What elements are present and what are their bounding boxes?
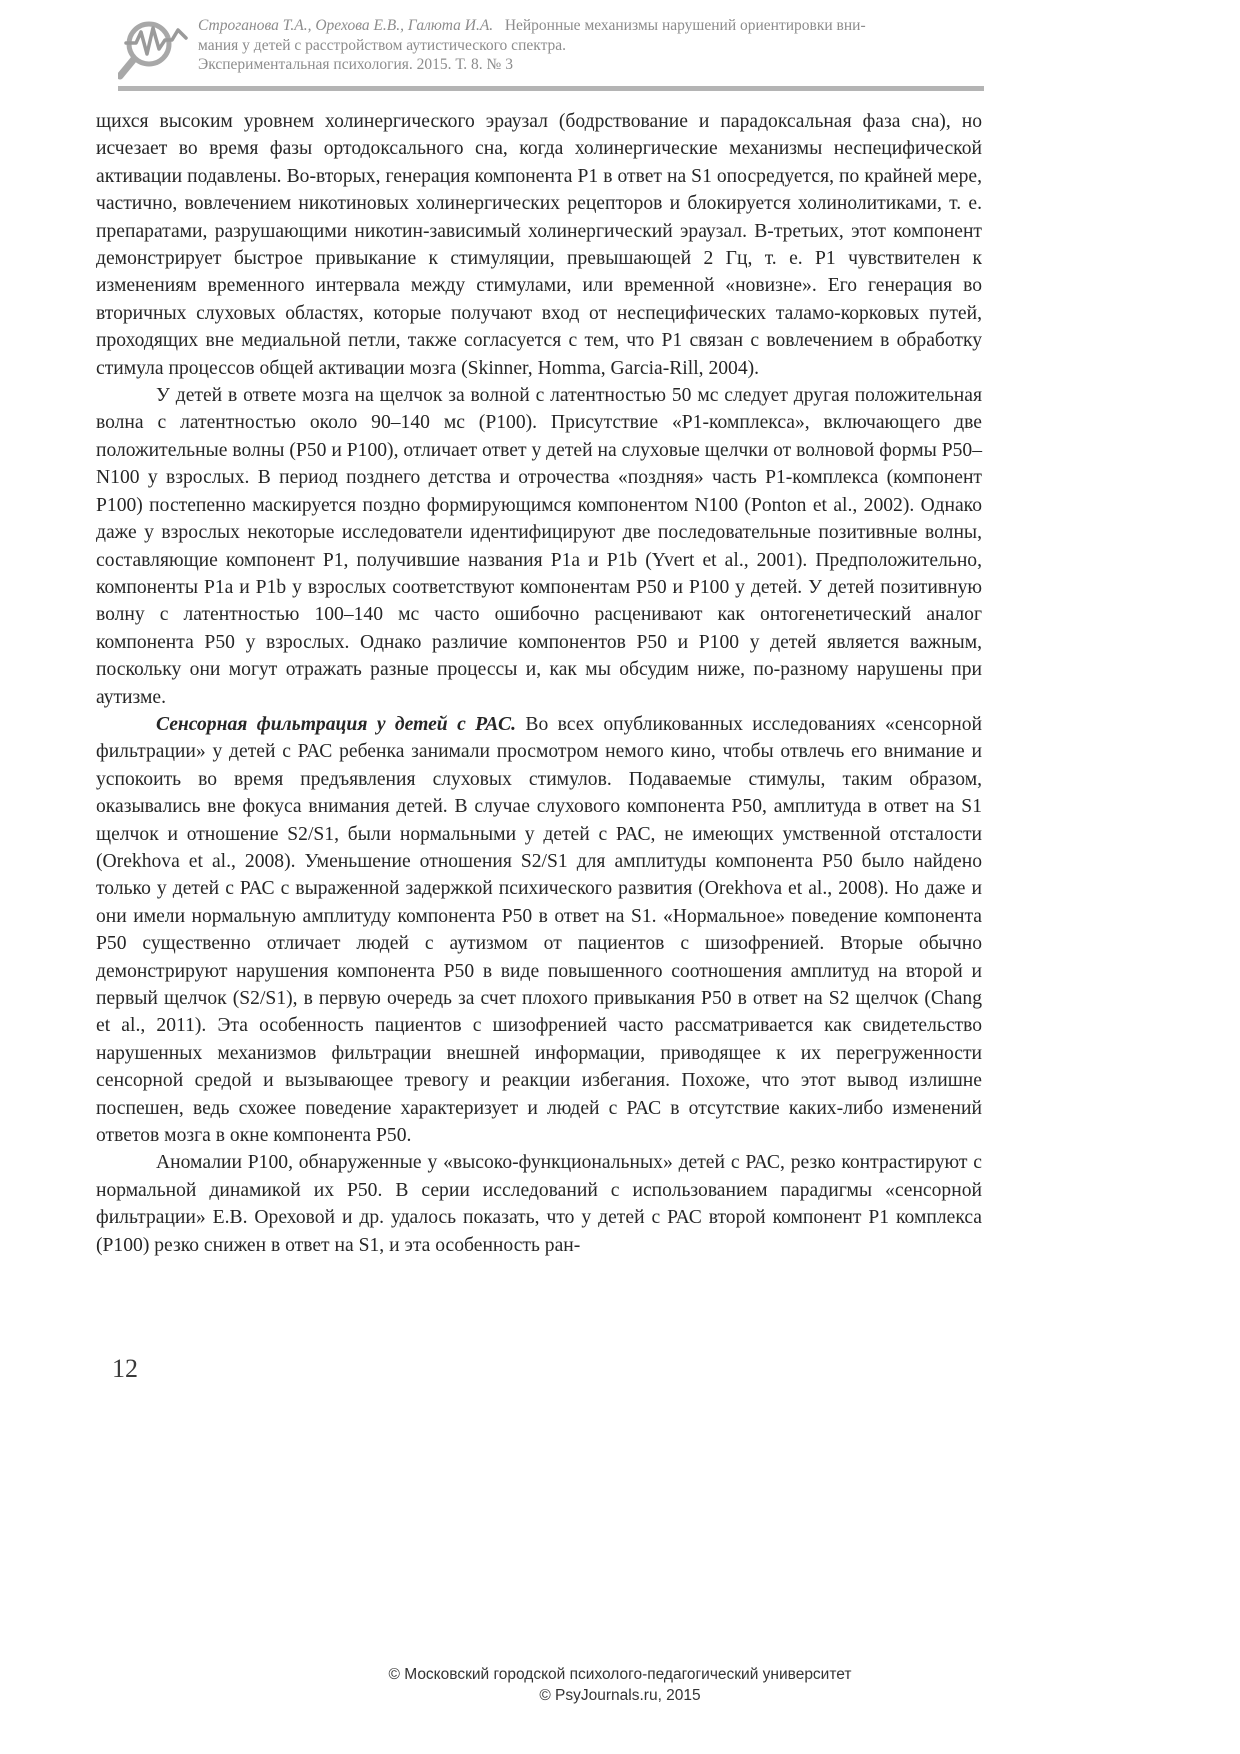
copyright-footer: [0, 1664, 1240, 1706]
paragraph-3: [96, 711, 982, 1150]
paragraph-4: Аномалии P100, обнаруженные у «высоко-функциональных» детей с РАС, резко контрастируют с нормальной динамикой их P50. В серии исследований с использованием парадигмы «сенсорной фильтрации» Е.В. Ореховой и др. удалось показать, что у детей с РАС второй компонент P1 комплекса (P100) резко снижен в ответ на S1, и эта особенность ран-: [96, 1152, 982, 1256]
running-header: [118, 14, 984, 92]
footer-copyright-line1: © Московский городской психолого-педагогический университет: [388, 1666, 852, 1683]
paragraph-1: щихся высоким уровнем холинергического эраузал (бодрствование и парадоксальная фаза сна), но исчезает во время фазы ортодоксального сна, когда холинергические механизмы неспецифической активации подавлены. Во-вторых, генерация компонента P1 в ответ на S1 опосредуется, по крайней мере, частично, вовлечением никотиновых холинергических рецепторов и блокируется холинолитиками, т. е. препаратами, разрушающими никотин-зависимый холинергический эраузал. В-третьих, этот компонент демонстрирует быстрое привыкание к стимуляции, превышающей 2 Гц, т. е. P1 чувствителен к изменениям временного интервала между стимулами, или временной «новизне». Его генерация во вторичных слуховых областях, которые получают вход от неспецифических таламо-корковых путей, проходящих вне медиальной петли, также согласуется с тем, что P1 связан с вовлечением в обработку стимула процессов общей активации мозга (Skinner, Homma, Garcia-Rill, 2004).: [96, 111, 982, 379]
header-divider: [118, 86, 984, 91]
page-number: 12: [112, 1354, 138, 1383]
header-title-line2: мания у детей с расстройством аутистического спектра.: [198, 36, 567, 54]
header-citation: [198, 16, 984, 75]
paragraph-2: У детей в ответе мозга на щелчок за волной с латентностью 50 мс следует другая положительная волна с латентностью около 90–140 мс (P100). Присутствие «P1-комплекса», включающего две положительные волны (P50 и P100), отличает ответ у детей на слуховые щелчки от волновой формы P50–N100 у взрослых. В период позднего детства и отрочества «поздняя» часть P1-комплекса (компонент P100) постепенно маскируется поздно формирующимся компонентом N100 (Ponton et al., 2002). Однако даже у взрослых некоторые исследователи идентифицируют две последовательные позитивные волны, составляющие компонент P1, получившие названия P1a и P1b (Yvert et al., 2001). Предположительно, компоненты P1a и P1b у взрослых соответствуют компонентам P50 и P100 у детей. У детей позитивную волну с латентностью 100–140 мс часто ошибочно расценивают как онтогенетический аналог компонента P50 у взрослых. Однако различие компонентов P50 и P100 у детей является важным, поскольку они могут отражать разные процессы и, как мы обсудим ниже, по-разному нарушены при аутизме.: [96, 385, 982, 708]
footer-copyright-line2: © PsyJournals.ru, 2015: [539, 1687, 701, 1704]
header-journal: Экспериментальная психология. 2015. Т. 8. № 3: [198, 56, 513, 73]
article-body: [96, 108, 982, 1259]
header-authors: Строганова Т.А., Орехова Е.В., Галюта И.А.: [198, 17, 494, 34]
psyjournals-logo-icon: [118, 16, 194, 80]
paragraph-3-text: Во всех опубликованных исследованиях «сенсорной фильтрации» у детей с РАС ребенка занимали просмотром немого кино, чтобы отвлечь его внимание и успокоить во время предъявления слуховых стимулов. Подаваемые стимулы, таким образом, оказывались вне фокуса внимания детей. В случае слухового компонента P50, амплитуда в ответ на S1 щелчок и отношение S2/S1, были нормальными у детей с РАС, не имеющих умственной отсталости (Orekhova et al., 2008). Уменьшение отношения S2/S1 для амплитуды компонента P50 было найдено только у детей с РАС с выраженной задержкой психического развития (Orekhova et al., 2008). Но даже и они имели нормальную амплитуду компонента P50 в ответ на S1. «Нормальное» поведение компонента P50 существенно отличает людей с аутизмом от пациентов с шизофренией. Вторые обычно демонстрируют нарушения компонента P50 в виде повышенного соотношения амплитуд на второй и первый щелчок (S2/S1), в первую очередь за счет плохого привыкания P50 в ответ на S2 щелчок (Chang et al., 2011). Эта особенность пациентов с шизофренией часто рассматривается как свидетельство нарушенных механизмов фильтрации внешней информации, приводящее к их перегруженности сенсорной средой и вызывающее тревогу и реакции избегания. Похоже, что этот вывод излишне поспешен, ведь схожее поведение характеризует и людей с РАС в отсутствие каких-либо изменений ответов мозга в окне компонента P50.: [96, 713, 982, 1147]
header-title-line1: Нейронные механизмы нарушений ориентировки вни-: [504, 17, 866, 34]
section-subheading: Сенсорная фильтрация у детей с РАС.: [156, 713, 516, 735]
